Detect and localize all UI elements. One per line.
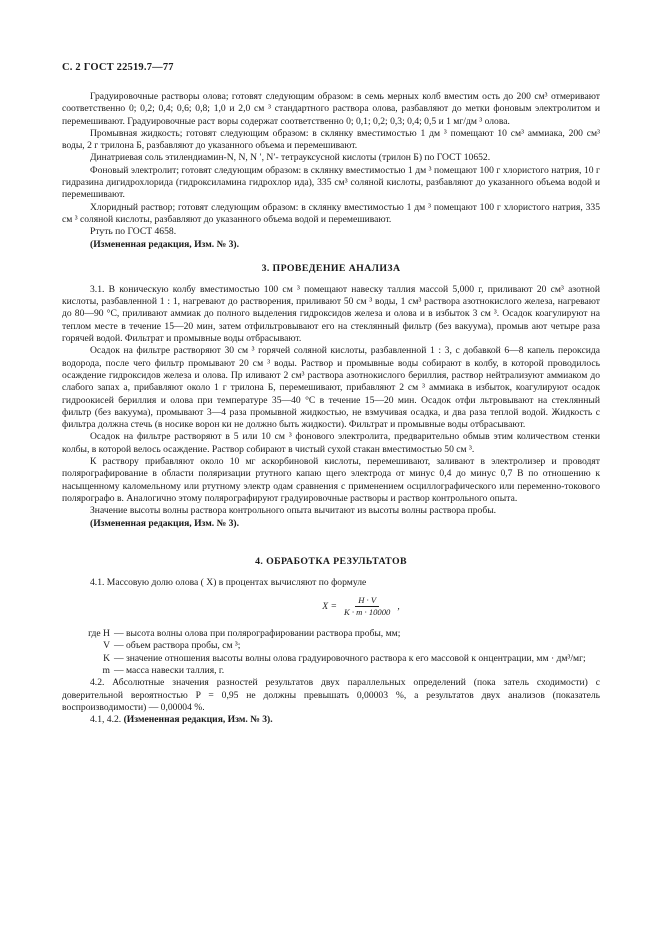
paragraph-chloride-solution: Хлоридный раствор; готовят следующим образом: в склянку вместимостью 1 дм ³ помещают 100 г хлористого натрия, 335 см ³ соляной кислоты, разбавляют до указанного объема водой и перемешивают. [62, 201, 600, 225]
definition-text: — значение отношения высоты волны олова градуировочного раствора к его массовой к онцентрации, мм · дм³/мг; [114, 652, 586, 664]
section-3-paragraph: Значение высоты волны раствора контрольного опыта вычитают из высоты волны раствора пробы. [90, 505, 497, 517]
definition-text: — объем раствора пробы, см ³; [114, 640, 241, 652]
definition-row [62, 628, 600, 640]
formula-numerator: H · V [355, 595, 379, 607]
page-header: С. 2 ГОСТ 22519.7—77 [62, 62, 174, 73]
paragraph-mercury: Ртуть по ГОСТ 4658. [90, 226, 177, 238]
section-3-paragraph: 3.1. В коническую колбу вместимостью 100 см ³ помещают навеску таллия массой 5,000 г, приливают 20 см³ азотной кислоты, разбавленной 1 : 1, нагревают до растворения, приливают 50 см ³ воды, 1 см³ раствора азотнокислого железа, нагревают до 80—90 °С, приливают аммиак до полного выделения гидроксидов железа и олова и в избыток 3 см ³. Осадок коагулируют на теплом месте в течение 15—20 мин, затем отфильтровывают его на стеклянный фильтр (без вакуума), промыв ают четыре раза горячей водой. Фильтрат и промывные воды отбрасывают. [62, 283, 600, 345]
definition-row [62, 653, 600, 665]
variable-definitions [62, 628, 600, 677]
section-4-title: 4. ОБРАБОТКА РЕЗУЛЬТАТОВ [255, 555, 407, 567]
definition-symbol: где H [88, 628, 110, 640]
definition-row [62, 665, 600, 677]
definition-text: — масса навески таллия, г. [114, 664, 225, 676]
section-3-paragraph: Осадок на фильтре растворяют 30 см ³ горячей соляной кислоты, разбавленной 1 : 3, с добавкой 6—8 капель пероксида водорода, после чего фильтр промывают 20 см ³ воды. Раствор и промывные воды собирают в колбу, в которой проводилось осаждение гидроксидов железа и олова. Пр иливают 2 см³ раствора азотнокислого бериллия, раствор нейтрализуют аммиаком до слабого запах а, прибавляют около 1 г трилона Б, перемешивают, прибавляют 2 см ³ аммиака в избыток, коагулируют осадок гидроокисей бериллия и олова при температуре 35—40 °С в течение 15—20 мин. Осадок отфи льтровывают на стеклянный фильтр (без вакуума), промывают 3—4 раза промывной жидкостью, не взмучивая осадка, и два раза теплой водой. Жидкость с фильтра должна стечь (в носике ворон ки не должно быть жидкости). Фильтрат и промывные воды отбрасывают. [62, 345, 600, 431]
formula-denominator: K · m · 10000 [344, 607, 391, 618]
closing-note-label: 4.1, 4.2. [90, 714, 122, 726]
definition-text: — высота волны олова при полярографировании раствора пробы, мм; [114, 628, 401, 640]
section-4-paragraph: 4.2. Абсолютные значения разностей результатов двух параллельных определений (пока затель сходимости) с доверительной вероятностью P = 0,95 не должны превышать 0,00003 %, а результатов двух анализов (показатель воспроизводимости) — 0,00004 %. [62, 677, 600, 713]
section-3-title: 3. ПРОВЕДЕНИЕ АНАЛИЗА [261, 262, 401, 274]
section-4-paragraph: 4.1. Массовую долю олова ( X) в процентах вычисляют по формуле [90, 576, 367, 588]
closing-note [62, 714, 600, 726]
formula-lhs: X = [322, 601, 337, 613]
closing-note-edition: (Измененная редакция, Изм. № 3). [123, 714, 273, 726]
definition-symbol: V [103, 640, 110, 652]
document-page [62, 62, 600, 726]
definition-symbol: K [103, 652, 110, 664]
edition-note: (Измененная редакция, Изм. № 3). [90, 238, 240, 250]
edition-note: (Измененная редакция, Изм. № 3). [90, 517, 240, 529]
formula [122, 595, 600, 618]
paragraph-wash-liquid: Промывная жидкость; готовят следующим образом: в склянку вместимостью 1 дм ³ помещают 10 см³ аммиака, 200 см³ воды, 2 г трилона Б, разбавляют до указанного объема и перемешивают. [62, 127, 600, 152]
paragraph-trilon-b: Динатриевая соль этилендиамин-N, N, N ′, N′- тетрауксусной кислоты (трилон Б) по ГОСТ 10652. [90, 152, 491, 164]
section-3-paragraph: Осадок на фильтре растворяют в 5 или 10 см ³ фонового электролита, предварительно обмыв этим количеством стенки колбы, в которой велось осаждение. Раствор собирают в чистый сухой стакан вместимостью 50 см ³. [62, 431, 600, 455]
paragraph-calibration-solutions: Градуировочные растворы олова; готовят следующим образом: в семь мерных колб вместим ость до 200 см³ отмеривают соответственно 0; 0,2; 0,4; 0,6; 0,8; 1,0 и 2,0 см ³ стандартного раствора олова, разбавляют до метки фоновым электролитом и перемешивают. Градуировочные раст воры содержат соответственно 0; 0,1; 0,2; 0,3; 0,4; 0,5 и 1 мг/дм ³ олова. [62, 91, 600, 127]
definition-symbol: m [102, 664, 110, 676]
definition-row [62, 640, 600, 652]
formula-tail: , [397, 601, 400, 613]
paragraph-background-electrolyte: Фоновый электролит; готовят следующим образом: в склянку вместимостью 1 дм ³ помещают 100 г хлористого натрия, 10 г гидразина дигидрохлорида (гидроксиламина гидрохлор ида), 335 см³ соляной кислоты, разбавляют до указанного объема водой и перемешивают. [62, 164, 600, 201]
formula-fraction [341, 595, 393, 618]
section-3-paragraph: К раствору прибавляют около 10 мг аскорбиновой кислоты, перемешивают, заливают в электролизер и проводят полярографирование в области поляризации ртутного капаю щего электрода от минус 0,4 до минус 0,7 В по отношению к насыщенному каломельному или ртутному электр одам сравнения с применением осциллографического или переменно-токового полярографо в. Аналогично этому полярографируют градуировочные растворы и раствор контрольного опыта. [62, 456, 600, 504]
